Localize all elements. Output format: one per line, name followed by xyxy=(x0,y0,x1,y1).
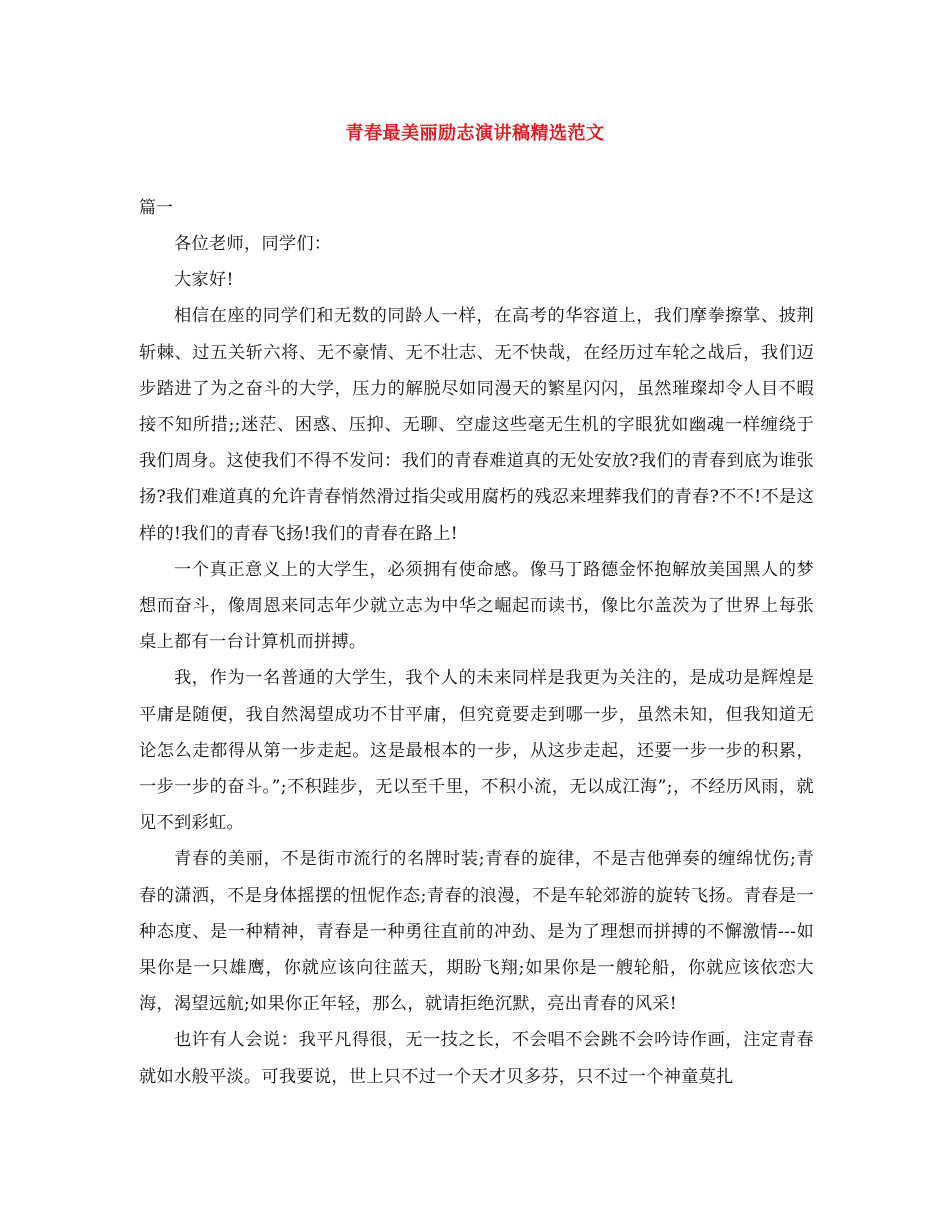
section-label: 篇一 xyxy=(139,198,173,218)
paragraph: 也许有人会说：我平凡得很，无一技之长，不会唱不会跳不会吟诗作画，注定青春就如水般平淡。可我要说，世上只不过一个天才贝多芬，只不过一个神童莫扎 xyxy=(139,1030,814,1087)
paragraph-hello: 大家好! xyxy=(174,270,234,291)
paragraph: 青春的美丽，不是街市流行的名牌时装;青春的旋律，不是吉他弹奏的缠绵忧伤;青春的潇洒，不是身体摇摆的忸怩作态;青春的浪漫，不是车轮郊游的旋转飞扬。青春是一种态度、是一种精神，青春是一种勇往直前的冲劲、是为了理想而拼搏的不懈激情---如果你是一只雄鹰，你就应该向往蓝天，期盼飞翔;如果你是一艘轮船，你就应该依恋大海，渴望远航;如果你正年轻，那么，就请拒绝沉默，亮出青春的风采! xyxy=(139,849,814,1015)
document-title: 青春最美丽励志演讲稿精选范文 xyxy=(345,123,605,144)
paragraph: 一个真正意义上的大学生，必须拥有使命感。像马丁路德金怀抱解放美国黑人的梦想而奋斗，像周恩来同志年少就立志为中华之崛起而读书，像比尔盖茨为了世界上每张桌上都有一台计算机而拼搏。 xyxy=(139,559,814,653)
paragraph: 我，作为一名普通的大学生，我个人的未来同样是我更为关注的，是成功是辉煌是平庸是随便，我自然渴望成功不甘平庸，但究竟要走到哪一步，虽然未知，但我知道无论怎么走都得从第一步走起。这是最根本的一步，从这步走起，还要一步一步的积累，一步一步的奋斗。”;不积跬步，无以至千里，不积小流，无以成江海”;，不经历风雨，就见不到彩虹。 xyxy=(139,668,814,834)
document-body xyxy=(139,226,814,1095)
paragraph-greeting: 各位老师，同学们： xyxy=(174,234,332,254)
paragraph: 相信在座的同学们和无数的同龄人一样，在高考的华容道上，我们摩拳擦掌、披荆斩棘、过五关斩六将、无不豪情、无不壮志、无不快哉，在经历过车轮之战后，我们迈步踏进了为之奋斗的大学，压力的解脱尽如同漫天的繁星闪闪，虽然璀璨却令人目不暇接不知所措;;迷茫、困惑、压抑、无聊、空虚这些毫无生机的字眼犹如幽魂一样缠绕于我们周身。这使我们不得不发问：我们的青春难道真的无处安放?我们的青春到底为谁张扬?我们难道真的允许青春悄然滑过指尖或用腐朽的残忍来埋葬我们的青春?不不!不是这样的!我们的青春飞扬!我们的青春在路上! xyxy=(139,306,814,544)
